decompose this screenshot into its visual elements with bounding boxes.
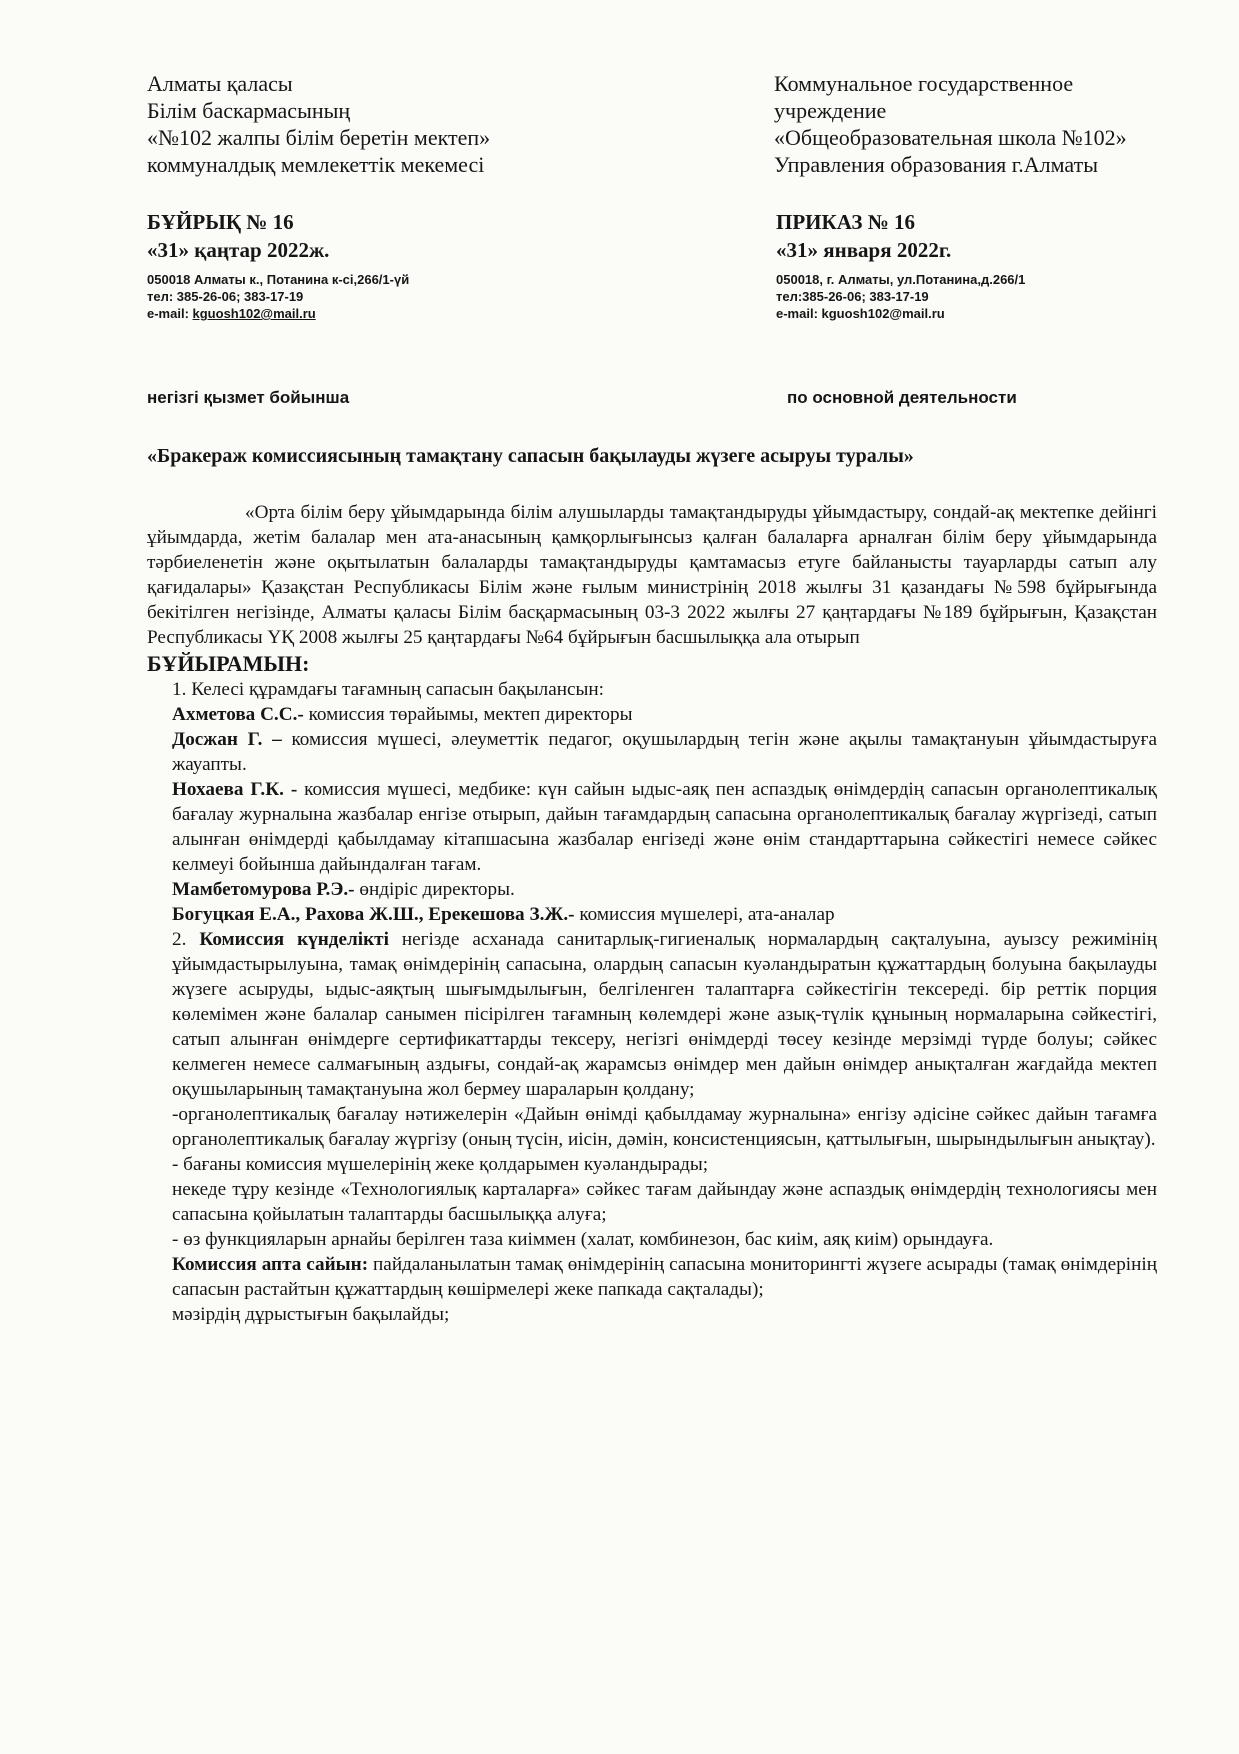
order-number-kz: БҰЙРЫҚ № 16 [147, 210, 294, 234]
section-label-kz: негізгі қызмет бойынша [147, 388, 350, 407]
member-name: Нохаева Г.К. - [172, 779, 298, 800]
member-4: Мамбетомурова Р.Э.- өндіріс директоры. [172, 879, 515, 900]
org-line: «Общеобразовательная школа №102» [774, 125, 1127, 150]
org-line: Алматы қаласы [147, 71, 293, 96]
order-left [147, 208, 329, 264]
item-signatures: - бағаны комиссия мүшелерінің жеке қолдарымен куәландырады; [172, 1154, 709, 1175]
item-tech-cards: некеде тұру кезінде «Технологиялық карталарға» сәйкес тағам дайындау және аспаздық өнімдердің технологиясы мен сапасына қойылатын талаптарды басшылыққа алуға; [172, 1179, 1157, 1225]
phone-line: тел: 385-26-06; 383-17-19 [147, 289, 304, 304]
member-name: Досжан Г. – [172, 729, 282, 750]
email-line: e-mail: kguosh102@mail.ru [147, 306, 316, 321]
order-number-ru: ПРИКАЗ № 16 [776, 210, 916, 234]
address-line: 050018, г. Алматы, ул.Потанина,д.266/1 [776, 272, 1026, 287]
member-3: Нохаева Г.К. - комиссия мүшесі, медбике: күн сайын ыдыс-аяқ пен аспаздық өнімдердің сапасын органолептикалық бағалау журналына жазбалар енгізе отырып, дайын тағамдардың сапасына органолептикалық бағалау жүргізеді, сатып алынған өнімдерді қабылдамау кітапшасына жазбалар енгізеді және өнім стандарттарына сәйкестігі немесе сәйкес келмеуі бойынша дайындалған тағам. [172, 779, 1157, 875]
document-title: «Бракераж комиссиясының тамақтану сапасын бақылауды жүзеге асыруы туралы» [147, 445, 914, 467]
item-menu: мәзірдің дұрыстығын бақылайды; [172, 1304, 450, 1325]
order-date-kz: «31» қаңтар 2022ж. [147, 238, 330, 262]
email-link[interactable]: kguosh102@mail.ru [192, 306, 316, 321]
header-left-org [147, 70, 607, 178]
item-1: 1. Келесі құрамдағы тағамның сапасын бақылансын: [172, 679, 605, 700]
address-right [776, 271, 1025, 322]
item-clothing: - өз функцияларын арнайы берілген таза киіммен (халат, комбинезон, бас киім, аяқ киім) орындауға. [172, 1229, 994, 1250]
member-name: Богуцкая Е.А., Рахова Ж.Ш., Ерекешова З.Ж.- [172, 904, 575, 925]
order-items [147, 677, 1157, 1327]
order-word: БҰЙЫРАМЫН: [147, 651, 310, 676]
document-body [147, 500, 1157, 1327]
member-2: Досжан Г. – комиссия мүшесі, әлеуметтік педагог, оқушылардың тегін және ақылы тамақтануын ұйымдастыруға жауапты. [172, 729, 1158, 775]
order-right [776, 208, 951, 264]
member-1: Ахметова С.С.- комиссия төрайымы, мектеп директоры [172, 704, 633, 725]
org-line: Управления образования г.Алматы [774, 152, 1099, 177]
item-evaluation: -органолептикалық бағалау нәтижелерін «Дайын өнімді қабылдамау журналына» енгізу әдісіне сәйкес дайын тағамға органолептикалық бағалау жүргізу (оның түсін, иісін, дәмін, консистенциясын, қаттылығын, шырындылығын анықтау). [172, 1104, 1157, 1150]
org-line: «№102 жалпы білім беретін мектеп» [147, 125, 491, 150]
order-date-ru: «31» января 2022г. [776, 238, 952, 262]
preamble: «Орта білім беру ұйымдарында білім алушыларды тамақтандыруды ұйымдастыру, сондай-ақ мектепке дейінгі ұйымдарда, жетім балалар мен ата-анасының қамқорлығынсыз қалған балаларға арналған білім беру ұйымдарында тәрбиеленетін және оқытылатын балаларды тамақтандыруды қамтамасыз етуге байланысты тауарларды сатып алу қағидалары» Қазақстан Республикасы Білім және ғылым министрінің 2018 жылғы 31 қазандағы №598 бұйрығында бекітілген негізінде, Алматы қаласы Білім басқармасының 03-3 2022 жылғы 27 қаңтардағы №189 бұйрығын, Қазақстан Республикасы ҮҚ 2008 жылғы 25 қаңтардағы №64 бұйрығын басшылыққа ала отырып [147, 502, 1157, 648]
item-2: 2. Комиссия күнделікті негізде асханада санитарлық-гигиеналық нормалардың сақталуына, ауызсу режимінің ұйымдастырылуына, тамақ өнімдерінің сапасына, олардың сапасын куәландыратын құжаттардың болуына бақылауды жүзеге асыруды, ыдыс-аяқтың шығымдылығын, белгіленген талаптарға сәйкестігін тексереді. бір реттік порция көлемімен және балалар санымен пісірілген тағамның көлемдері және азық-түлік құнының нормаларына сәйкестігі, сатып алынған өнімдерге сертификаттарды тексеру, негізгі өнімдерді төсеу кезінде мерзімді түрде болуы; сәйкес келмеген немесе салмағының аздығы, сондай-ақ жарамсыз өнімдер мен дайын өнімдер анықталған жағдайда мектеп оқушыларының тамақтануына жол бермеу шараларын қолдану; [172, 929, 1158, 1100]
member-name: Ахметова С.С.- [172, 704, 304, 725]
address-left [147, 271, 409, 322]
phone-line: тел:385-26-06; 383-17-19 [776, 289, 929, 304]
member-5: Богуцкая Е.А., Рахова Ж.Ш., Ерекешова З.Ж.- комиссия мүшелері, ата-аналар [172, 904, 835, 925]
org-line: коммуналдық мемлекеттік мекемесі [147, 152, 485, 177]
item-weekly: Комиссия апта сайын: пайдаланылатын тамақ өнімдерінің сапасына мониторингті жүзеге асырады (тамақ өнімдерінің сапасын растайтын құжаттардың көшірмелері жеке папкада сақталады); [172, 1254, 1157, 1300]
address-line: 050018 Алматы к., Потанина к-сі,266/1-үй [147, 272, 410, 287]
email-line: e-mail: kguosh102@mail.ru [776, 306, 945, 321]
member-name: Мамбетомурова Р.Э.- [172, 879, 355, 900]
header-right-org [774, 70, 1214, 178]
org-line: Білім баскармасының [147, 98, 351, 123]
section-label-ru: по основной деятельности [787, 388, 1017, 407]
org-line: учреждение [774, 98, 887, 123]
org-line: Коммунальное государственное [774, 71, 1074, 96]
